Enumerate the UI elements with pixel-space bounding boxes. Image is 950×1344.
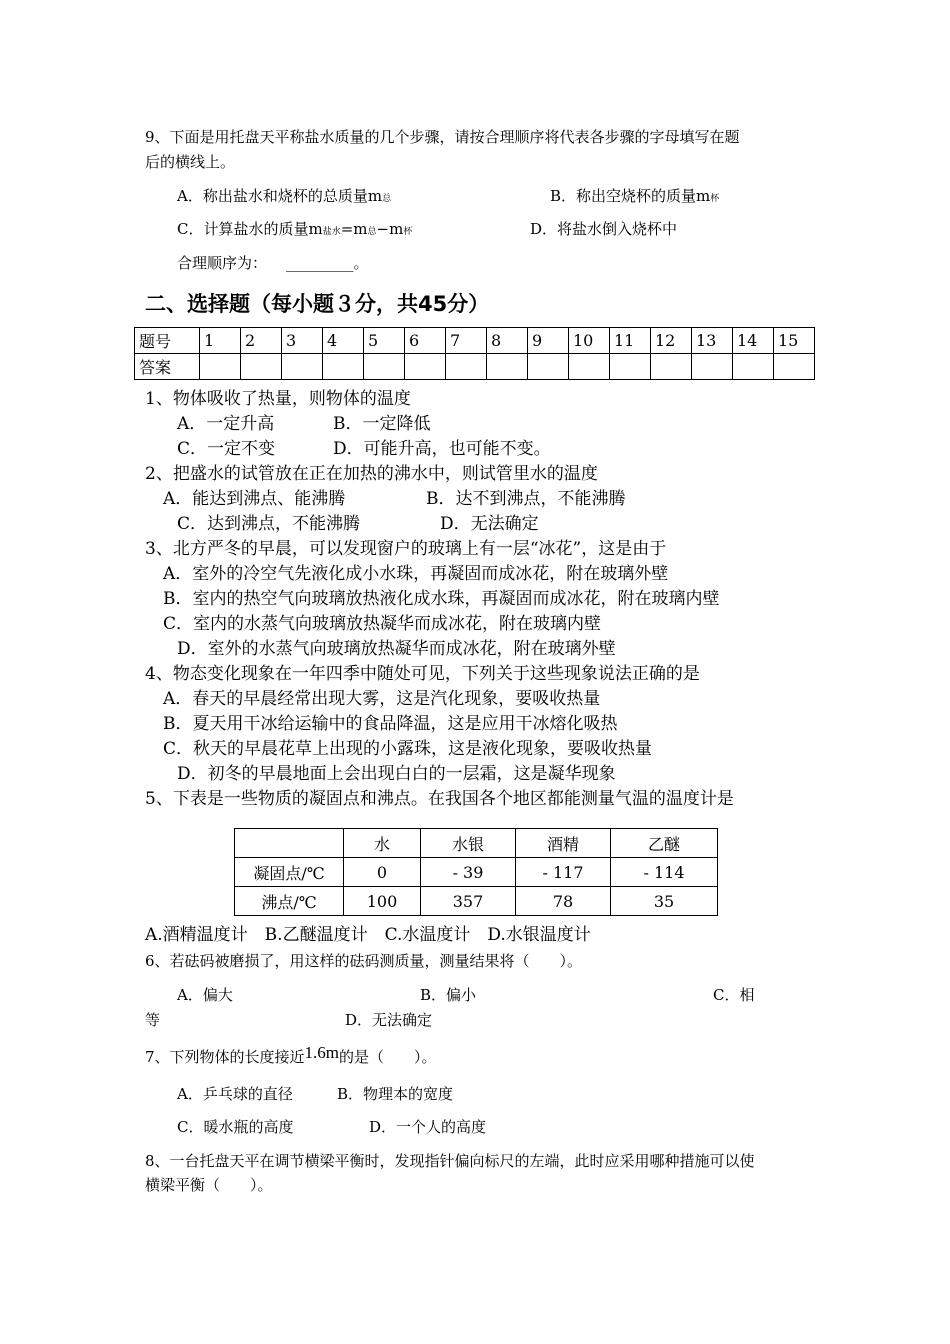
q3-option-d: D．室外的水蒸气向玻璃放热凝华而成冰花，附在玻璃外壁 [177,639,616,659]
q9-option-c: C．计算盐水的质量m盐水=m总−m杯 [177,220,413,238]
q3-option-c: C．室内的水蒸气向玻璃放热凝华而成冰花，附在玻璃内壁 [163,614,602,634]
answer-cell[interactable] [528,354,569,380]
q3-option-b: B．室内的热空气向玻璃放热液化成水珠，再凝固而成冰花，附在玻璃内壁 [163,589,720,609]
answer-table-header-label: 题号 [135,328,200,354]
q4-option-c: C．秋天的早晨花草上出现的小露珠，这是液化现象，要吸收热量 [163,739,653,759]
answer-cell[interactable] [733,354,774,380]
q5-table-row-label: 沸点/℃ [235,887,344,916]
answer-table-number: 3 [282,328,323,354]
answer-cell[interactable] [651,354,692,380]
q5-table-row [235,887,718,916]
answer-cell[interactable] [610,354,651,380]
q5-table-cell: - 117 [516,858,611,887]
answer-table-number: 4 [323,328,364,354]
q1-option-a: A．一定升高 [177,414,275,434]
q5-table-header: 水银 [421,829,516,858]
q4-option-b: B．夏天用干冰给运输中的食品降温，这是应用干冰熔化吸热 [163,714,618,734]
answer-cell[interactable] [487,354,528,380]
answer-table-answer-label: 答案 [135,354,200,380]
answer-cell[interactable] [200,354,241,380]
answer-cell[interactable] [405,354,446,380]
answer-cell[interactable] [692,354,733,380]
answer-cell[interactable] [241,354,282,380]
q4-option-a: A．春天的早晨经常出现大雾，这是汽化现象，要吸收热量 [163,689,601,709]
answer-cell[interactable] [323,354,364,380]
answer-cell[interactable] [569,354,610,380]
answer-table-number: 13 [692,328,733,354]
q5-table-header-row [235,829,718,858]
q2-option-c: C．达到沸点，不能沸腾 [177,514,361,534]
q2-option-d: D．无法确定 [440,514,539,534]
q1-option-c: C．一定不变 [177,439,276,459]
q6-option-c-cont: 等 [145,1011,161,1029]
answer-table-number: 14 [733,328,774,354]
answer-table-number: 5 [364,328,405,354]
q5-table-header: 乙醚 [611,829,718,858]
answer-table-number: 15 [774,328,815,354]
q5-table-cell: 357 [421,887,516,916]
answer-cell[interactable] [774,354,815,380]
q1-stem: 1、物体吸收了热量，则物体的温度 [145,389,411,409]
q9-order-label: 合理顺序为： [177,254,268,272]
q5-table-cell: 78 [516,887,611,916]
q7-value: 1.6m [304,1043,340,1062]
q5-table-cell: - 114 [611,858,718,887]
answer-table [134,327,815,380]
answer-table-number: 11 [610,328,651,354]
q5-table-header: 水 [344,829,421,858]
q4-stem: 4、物态变化现象在一年四季中随处可见，下列关于这些现象说法正确的是 [145,664,700,684]
answer-table-number: 1 [200,328,241,354]
q5-table-cell: 0 [344,858,421,887]
answer-cell[interactable] [446,354,487,380]
q5-table-cell: 100 [344,887,421,916]
q9-stem-line1: 9、下面是用托盘天平称盐水质量的几个步骤，请按合理顺序将代表各步骤的字母填写在题 [145,128,740,146]
q9-option-b: B．称出空烧杯的质量m杯 [550,187,720,205]
answer-table-number: 6 [405,328,446,354]
answer-table-number: 7 [446,328,487,354]
q5-table-cell: 35 [611,887,718,916]
q3-stem: 3、北方严冬的早晨，可以发现窗户的玻璃上有一层“冰花”，这是由于 [145,539,667,559]
answer-table-header-row [135,328,815,354]
q7-stem: 7、下列物体的长度接近1.6m的是（ ）。 [145,1043,437,1066]
q1-option-d: D．可能升高，也可能不变。 [333,439,551,459]
q5-table-row-label: 凝固点/℃ [235,858,344,887]
q6-stem: 6、若砝码被磨损了，用这样的砝码测质量，测量结果将（ ）。 [145,952,583,970]
q6-option-d: D．无法确定 [345,1011,433,1029]
q7-option-d: D．一个人的高度 [369,1118,487,1136]
q7-option-b: B．物理本的宽度 [337,1085,454,1103]
q6-option-b: B．偏小 [420,986,477,1004]
q9-option-d: D．将盐水倒入烧杯中 [530,220,678,238]
q5-table-cell: - 39 [421,858,516,887]
q9-order-blank[interactable]: _________。 [286,254,369,272]
answer-table-number: 2 [241,328,282,354]
q5-table-header: 酒精 [516,829,611,858]
q6-option-a: A．偏大 [177,986,233,1004]
q8-stem-line2: 横梁平衡（ ）。 [145,1176,273,1194]
q5-data-table [234,828,718,916]
q8-stem-line1: 8、一台托盘天平在调节横梁平衡时，发现指针偏向标尺的左端，此时应采用哪种措施可以使 [145,1152,755,1170]
q2-stem: 2、把盛水的试管放在正在加热的沸水中，则试管里水的温度 [145,464,598,484]
q6-option-c: C．相 [713,986,755,1004]
q9-option-a: A．称出盐水和烧杯的总质量m总 [177,187,392,205]
q7-option-a: A．乒乓球的直径 [177,1085,293,1103]
answer-cell[interactable] [364,354,405,380]
answer-table-number: 10 [569,328,610,354]
answer-table-answer-row [135,354,815,380]
q5-table-corner [235,829,344,858]
q3-option-a: A．室外的冷空气先液化成小水珠，再凝固而成冰花，附在玻璃外壁 [163,564,669,584]
q9-stem-line2: 后的横线上。 [145,153,236,171]
q2-option-a: A．能达到沸点、能沸腾 [163,489,346,509]
q7-option-c: C．暖水瓶的高度 [177,1118,294,1136]
answer-table-number: 9 [528,328,569,354]
q1-option-b: B．一定降低 [333,414,431,434]
answer-table-number: 12 [651,328,692,354]
q5-table-row [235,858,718,887]
answer-cell[interactable] [282,354,323,380]
answer-table-number: 8 [487,328,528,354]
section-title: 二、选择题（每小题３分，共45分） [145,292,490,316]
q4-option-d: D．初冬的早晨地面上会出现白白的一层霜，这是凝华现象 [177,764,616,784]
q2-option-b: B．达不到沸点，不能沸腾 [426,489,626,509]
q5-options: A.酒精温度计 B.乙醚温度计 C.水温度计 D.水银温度计 [145,925,591,945]
q5-stem: 5、下表是一些物质的凝固点和沸点。在我国各个地区都能测量气温的温度计是 [145,789,734,809]
